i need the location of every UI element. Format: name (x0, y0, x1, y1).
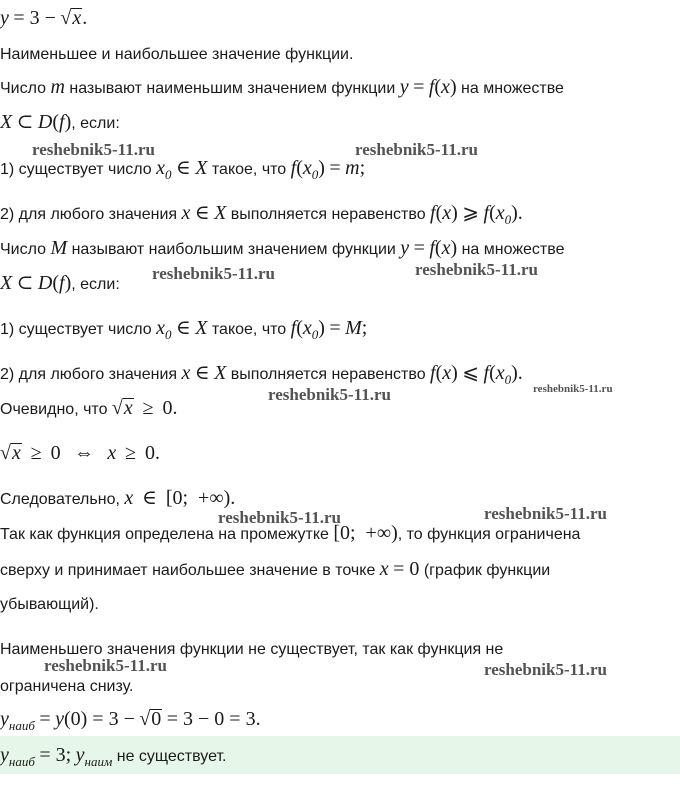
formula-function: y = 3 − √x. (0, 7, 88, 29)
watermark-text: reshebnik5-11.ru (218, 508, 341, 527)
watermark-text: reshebnik5-11.ru (484, 504, 607, 523)
explanation-line-3: убывающий). (0, 596, 99, 613)
definition-min-condition-2: 2) для любого значения x ∈ X выполняется неравенство f(x) ⩾ $f(x_0)$. (0, 202, 523, 227)
maximum-computation: $y_{наиб} = y(0) = 3 - √0 = 3 - 0 = 3$. (0, 708, 261, 733)
definition-max-condition-1: 1) существует число $x_0$ ∈ X такое, что $f(x_0) = M$; (0, 317, 368, 342)
explanation-line-1: Так как функция определена на промежутке [0; +∞), то функция ограничена (0, 522, 581, 544)
definition-min-condition-1: 1) существует число $x_0$ ∈ X такое, что $f(x_0) = m$; (0, 157, 366, 182)
explanation-line-2: сверху и принимает наибольшее значение в точке x = 0 (график функции (0, 558, 551, 580)
section-heading: Наименьшее и наибольшее значение функции. (0, 46, 354, 63)
watermark-text: reshebnik5-11.ru (44, 656, 167, 675)
watermark-text: reshebnik5-11.ru (484, 660, 607, 679)
watermark-text: reshebnik5-11.ru (152, 264, 275, 283)
domain-conclusion: Следовательно, x ∈ [0; +∞). (0, 487, 236, 509)
definition-min-set: X ⊂ D(f), если: (0, 111, 120, 133)
definition-max-condition-2: 2) для любого значения x ∈ X выполняется неравенство f(x) ⩽ $f(x_0)$. (0, 362, 523, 387)
no-minimum-line-1: Наименьшего значения функции не существует, так как функция не (0, 641, 504, 658)
watermark-text: reshebnik5-11.ru (533, 383, 613, 395)
no-minimum-line-2: ограничена снизу. (0, 678, 134, 695)
definition-max-intro: Число M называют наибольшим значением функции y = f(x) на множестве (0, 237, 565, 259)
definition-max-set: X ⊂ D(f), если: (0, 272, 120, 294)
final-answer: $y_{наиб} = 3$; $y_{наим}$ не существует. (0, 744, 227, 769)
definition-min-intro: Число m называют наименьшим значением функции y = f(x) на множестве (0, 76, 564, 98)
equivalence-formula: √x ≥ 0 ⇔ x ≥ 0. (0, 442, 160, 464)
watermark-text: reshebnik5-11.ru (355, 140, 478, 159)
watermark-text: reshebnik5-11.ru (32, 140, 155, 159)
watermark-text: reshebnik5-11.ru (415, 260, 538, 279)
observation-sqrt-nonnegative: Очевидно, что √x ≥ 0. (0, 397, 178, 419)
watermark-text: reshebnik5-11.ru (268, 385, 391, 404)
